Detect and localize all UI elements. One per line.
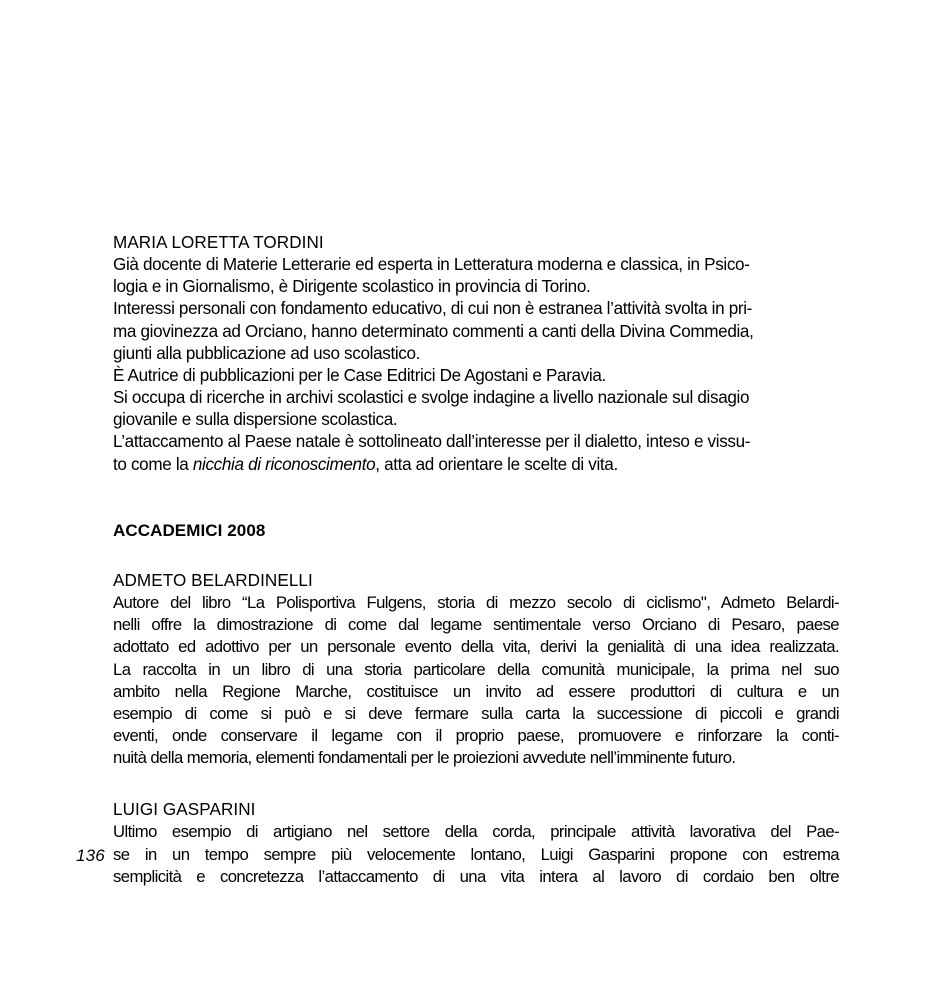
body-line: esempio di come si può e si deve fermare sulla carta la successione di piccoli e grandi [113,703,839,723]
body-line: È Autrice di pubblicazioni per le Case Editrici De Agostani e Paravia. [113,365,606,385]
body-line: logia e in Giornalismo, è Dirigente scolastico in provincia di Torino. [113,277,591,297]
body-line: ambito nella Regione Marche, costituisce un invito ad essere produttori di cultura e un [113,681,839,701]
spacer [113,542,839,570]
body-line: nelli offre la dimostrazione di come dal legame sentimentale verso Orciano di Pesaro, paese [113,615,839,635]
biography-entry-admeto-belardinelli [113,570,839,769]
line-text-after-italic: , atta ad orientare le scelte di vita. [375,454,618,474]
spacer [113,476,839,520]
body-line: semplicità e concretezza l’attaccamento di una vita intera al lavoro di cordaio ben oltre [113,866,839,886]
biography-entry-luigi-gasparini [113,799,839,888]
body-line: L’attaccamento al Paese natale è sottolineato dall’interesse per il dialetto, inteso e vissu- [113,432,751,452]
body-line: giovanile e sulla dispersione scolastica. [113,410,398,430]
body-line-with-italic-term [113,454,839,476]
italic-term: nicchia di riconoscimento [192,454,376,474]
body-line: giunti alla pubblicazione ad uso scolastico. [113,343,421,363]
body-line: eventi, onde conservare il legame con il proprio paese, promuovere e rinforzare la conti- [113,725,839,745]
entry-name-heading: MARIA LORETTA TORDINI [113,233,324,252]
body-line: Ultimo esempio di artigiano nel settore della corda, principale attività lavorativa del Pae- [113,822,839,842]
line-text-before-italic: to come la [113,454,193,474]
body-line: se in un tempo sempre più velocemente lontano, Luigi Gasparini propone con estrema [113,844,839,864]
body-line: Interessi personali con fondamento educativo, di cui non è estranea l’attività svolta in pri- [113,299,753,319]
spacer [113,769,839,799]
page-number: 136 [76,846,105,865]
body-line: Già docente di Materie Letterarie ed esperta in Letteratura moderna e classica, in Psico- [113,255,750,275]
section-heading-accademici-2008: ACCADEMICI 2008 [113,520,266,540]
body-line: adottato ed adottivo per un personale evento della vita, derivi la genialità di una idea realizzata. [113,637,839,657]
entry-name-heading: ADMETO BELARDINELLI [113,570,313,590]
body-line: Autore del libro “La Polisportiva Fulgens, storia di mezzo secolo di ciclismo", Admeto Belardi- [113,593,839,613]
body-line: Si occupa di ricerche in archivi scolastici e svolge indagine a livello nazionale sul disagio [113,388,750,408]
page-text-column [113,232,839,888]
body-line: La raccolta in un libro di una storia particolare della comunità municipale, la prima nel suo [113,659,839,679]
biography-entry-maria-loretta-tordini [113,232,839,476]
body-line: nuità della memoria, elementi fondamentali per le proiezioni avvedute nell’imminente futuro. [113,748,736,768]
entry-name-heading: LUIGI GASPARINI [113,800,256,820]
body-line: ma giovinezza ad Orciano, hanno determinato commenti a canti della Divina Commedia, [113,321,754,341]
